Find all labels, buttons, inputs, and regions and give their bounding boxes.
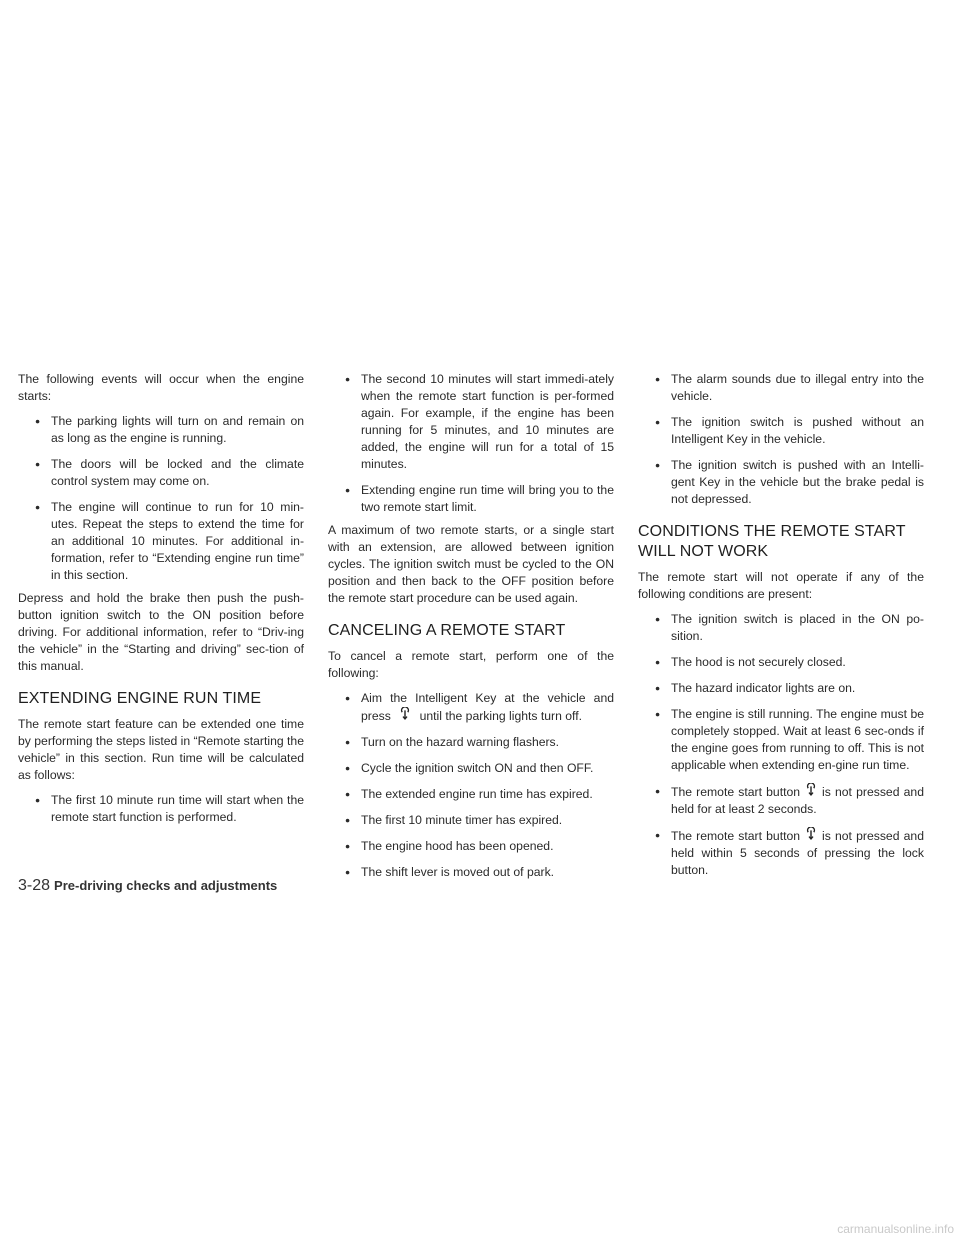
list-item: ● The shift lever is moved out of park.	[328, 864, 614, 881]
conditions-bullet-list	[638, 611, 924, 879]
column-2	[328, 371, 614, 890]
button-text-a: The remote start button	[671, 829, 801, 843]
list-item: ● Extending engine run time will bring you to the two remote start limit.	[328, 482, 614, 516]
extending-bullet-list-continued	[328, 371, 614, 516]
button-text-b: is not pressed and held within 5 seconds of pressing the lock button.	[671, 829, 924, 877]
section-title: Pre-driving checks and adjustments	[54, 878, 278, 893]
list-item: ● The first 10 minute timer has expired.	[328, 812, 614, 829]
list-item: ● The parking lights will turn on and remain on as long as the engine is running.	[18, 413, 304, 447]
list-item	[638, 783, 924, 818]
list-item: ● The hazard indicator lights are on.	[638, 680, 924, 697]
list-item: ● The extended engine run time has expired.	[328, 786, 614, 803]
intro-paragraph: The following events will occur when the engine starts:	[18, 372, 304, 403]
limit-paragraph: A maximum of two remote starts, or a single start with an extension, are allowed between ignition cycles. The ignition switch must be cycled to the ON position and then back to the OFF position before the remote start procedure can be used again.	[328, 523, 614, 605]
list-item: ● The ignition switch is pushed with an Intelli-gent Key in the vehicle but the brake pedal is not depressed.	[638, 457, 924, 508]
canceling-bullet-list-continued	[638, 371, 924, 508]
canceling-heading: CANCELING A REMOTE START	[328, 622, 566, 639]
list-item	[328, 690, 614, 725]
intro-bullet-list	[18, 413, 304, 584]
watermark: carmanualsonline.info	[837, 1222, 954, 1236]
page-footer	[18, 877, 277, 895]
list-item: ● The ignition switch is pushed without an Intelligent Key in the vehicle.	[638, 414, 924, 448]
cancel-text-a: Aim the Intelligent Key at the vehicle and press	[361, 691, 614, 723]
cancel-text-b: until the parking lights turn off.	[419, 709, 582, 723]
list-item: ● The first 10 minute run time will start when the remote start function is performed.	[18, 792, 304, 826]
list-item: ● Turn on the hazard warning flashers.	[328, 734, 614, 751]
list-item: ● The engine will continue to run for 10 min-utes. Repeat the steps to extend the time for an additional 10 minutes. For additional in-formation, refer to “Extending engine run time” in this section.	[18, 499, 304, 584]
list-item: ● Cycle the ignition switch ON and then OFF.	[328, 760, 614, 777]
extending-bullet-list	[18, 792, 304, 826]
extending-heading: EXTENDING ENGINE RUN TIME	[18, 690, 262, 707]
column-1	[18, 371, 304, 835]
button-text-a: The remote start button	[671, 785, 801, 799]
list-item: ● The hood is not securely closed.	[638, 654, 924, 671]
driving-paragraph: Depress and hold the brake then push the push-button ignition switch to the ON position before driving. For additional information, refer to “Driv-ing the vehicle” in the “Starting and driving” sec-tion of this manual.	[18, 591, 304, 673]
remote-start-icon	[800, 827, 822, 841]
list-item: ● The alarm sounds due to illegal entry into the vehicle.	[638, 371, 924, 405]
list-item: ● The engine hood has been opened.	[328, 838, 614, 855]
list-item: ● The second 10 minutes will start immedi-ately when the remote start function is per-formed again. For example, if the engine has been running for 5 minutes, and 10 minutes are added, the engine will run for a total of 15 minutes.	[328, 371, 614, 473]
page-number: 3-28	[18, 877, 51, 894]
list-item: ● The doors will be locked and the climate control system may come on.	[18, 456, 304, 490]
conditions-paragraph: The remote start will not operate if any of the following conditions are present:	[638, 570, 924, 601]
list-item	[638, 827, 924, 879]
list-item: ● The engine is still running. The engine must be completely stopped. Wait at least 6 sec-onds if the engine goes from running to off. This is not applicable when extending en-gine run time.	[638, 706, 924, 774]
remote-start-icon	[800, 783, 822, 797]
list-item: ● The ignition switch is placed in the ON po-sition.	[638, 611, 924, 645]
extending-paragraph: The remote start feature can be extended one time by performing the steps listed in “Remote starting the vehicle” in this section. Run time will be calculated as follows:	[18, 717, 304, 782]
column-3	[638, 371, 924, 888]
canceling-paragraph: To cancel a remote start, perform one of the following:	[328, 649, 614, 680]
remote-start-icon	[394, 707, 416, 721]
canceling-bullet-list	[328, 690, 614, 881]
button-text-b: is not pressed and held for at least 2 seconds.	[671, 785, 924, 816]
conditions-heading: CONDITIONS THE REMOTE START WILL NOT WORK	[638, 523, 906, 560]
